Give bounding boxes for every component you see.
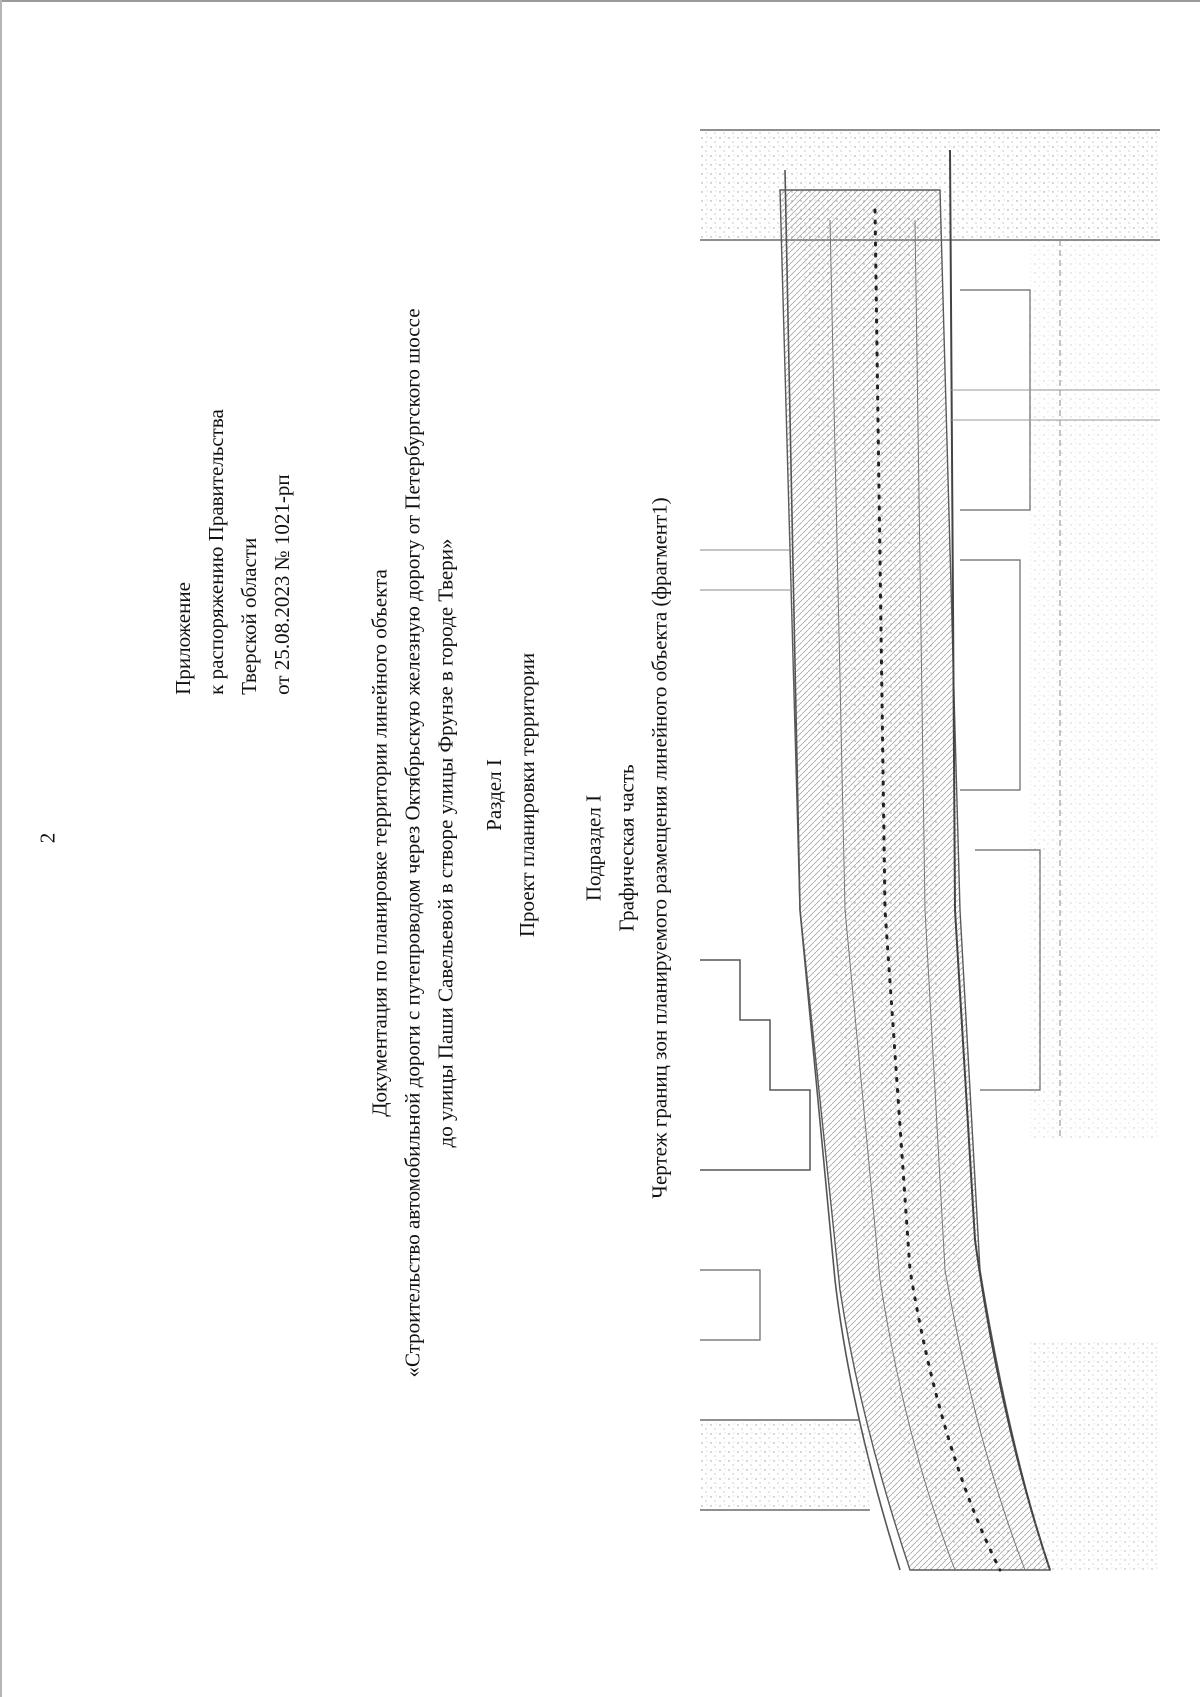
appendix-line: от 25.08.2023 № 1021-рп: [270, 474, 294, 695]
document-title-line: «Строительство автомобильной дороги с путепроводом через Октябрьскую железную дорогу от Петербургского шоссе: [400, 308, 425, 1378]
section-label: Раздел I: [482, 759, 506, 831]
appendix-block: [167, 409, 299, 695]
section-name: Проект планировки территории: [515, 652, 539, 938]
appendix-line: Приложение: [171, 582, 195, 695]
drawing-right-area: [1030, 240, 1160, 1140]
drawing-plot-outline: [700, 1270, 760, 1340]
appendix-line: Тверской области: [237, 537, 261, 695]
drawing-connector: [700, 550, 790, 590]
section-heading: [478, 653, 544, 937]
appendix-line: к распоряжению Правительства: [204, 409, 228, 695]
page-number: 2: [35, 832, 60, 844]
subsection-label: Подраздел I: [581, 794, 606, 902]
drawing-svg: [700, 90, 1160, 1590]
drawing-bottom-street: [700, 1420, 870, 1510]
subsection-heading: [578, 497, 677, 1198]
drawing-bottom-right-area: [1030, 1340, 1160, 1570]
scan-edge-top: [0, 0, 1200, 2]
drawing-fragment: [700, 90, 1160, 1590]
scan-edge-left: [0, 0, 2, 1697]
document-title-line: до улицы Паши Савельевой в створе улицы Фрунзе в городе Твери»: [433, 538, 458, 1148]
document-title: [364, 308, 463, 1377]
document-title-line: Документация по планировке территории линейного объекта: [367, 569, 392, 1117]
drawing-right-blocks: [960, 290, 1040, 1090]
subsection-name: Графическая часть: [614, 764, 639, 932]
drawing-caption: Чертеж границ зон планируемого размещения линейного объекта (фрагмент1): [647, 497, 672, 1199]
drawing-plot-outline: [700, 960, 810, 1170]
